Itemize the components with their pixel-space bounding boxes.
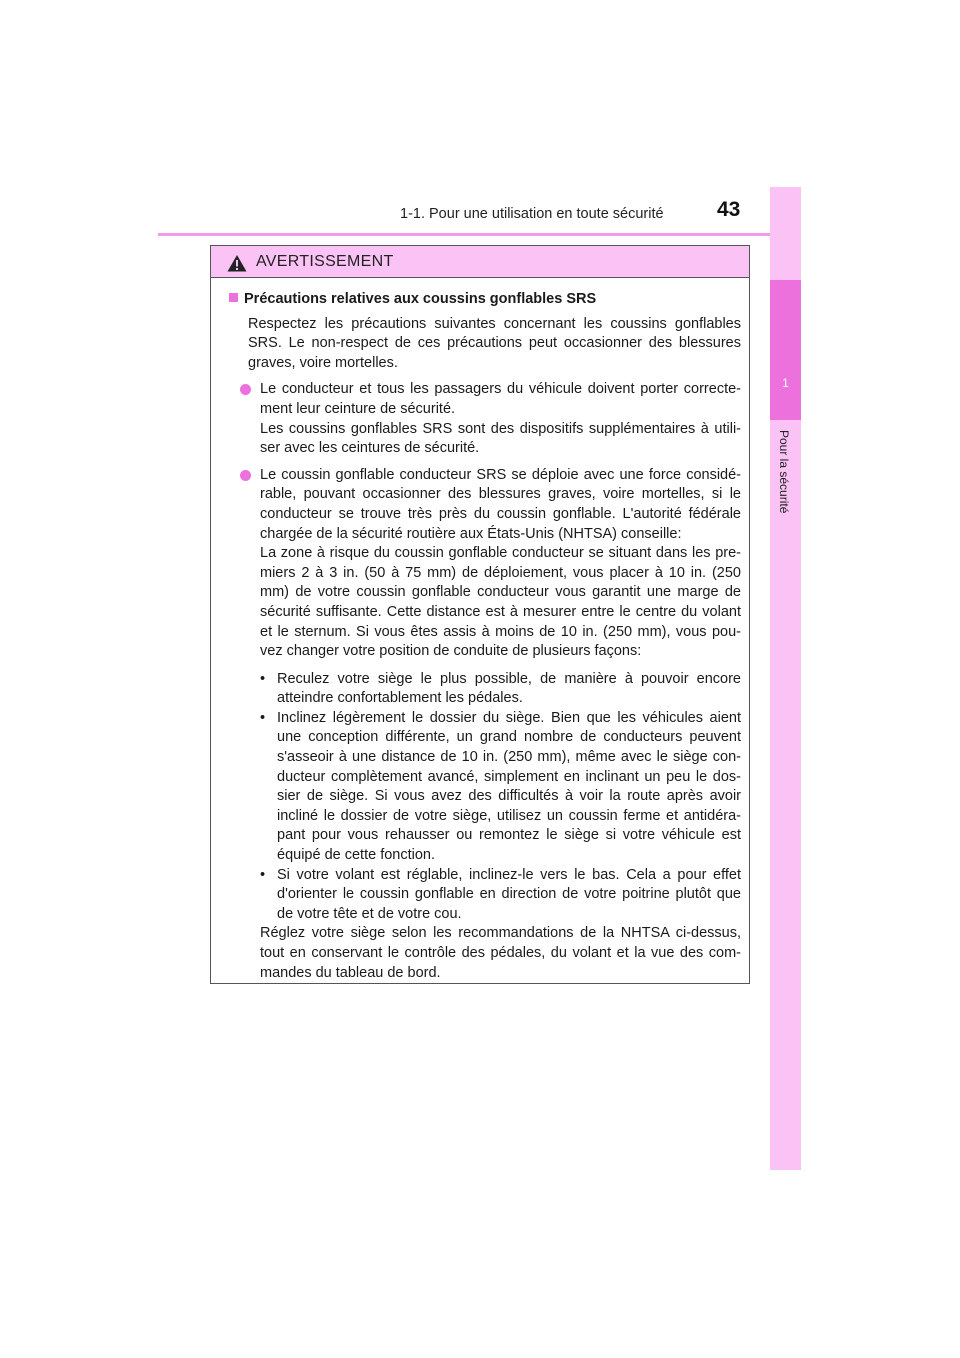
tip-text: Reculez votre siège le plus possible, de manière à pouvoir encore atteindre confortablement les pédales. — [277, 670, 741, 707]
page-number: 43 — [717, 198, 741, 221]
tip-text: Inclinez légèrement le dossier du siège. Bien que les véhicules aient une conception différente, un grand nombre de conducteurs peuvent s'asseoir à une distance de 10 in. (250 mm), même avec le siège con-ducteur complètement avancé, simplement en inclinant un peu le dos-sier de siège. Si vous avez des difficultés à voir la route après avoir incliné le dossier de votre siège, utilisez un coussin ferme et antidéra-pant pour vous rehausser ou remontez le siège si votre véhicule est équipé de cette fonction. — [277, 709, 741, 864]
warning-box — [210, 245, 750, 984]
circle-bullet-icon — [240, 384, 251, 395]
chapter-tab-active — [770, 280, 801, 420]
chapter-number: 1 — [782, 376, 789, 390]
tip-text: Si votre volant est réglable, inclinez-le vers le bas. Cela a pour effet d'orienter le coussin gonflable en direction de votre poitrine plutôt que de votre tête et de votre cou. — [277, 866, 741, 922]
warning-title: AVERTISSEMENT — [256, 253, 394, 270]
circle-bullet-icon — [240, 470, 251, 481]
square-bullet-icon — [229, 293, 238, 302]
list-item — [260, 709, 741, 866]
tips-list — [229, 670, 741, 925]
closing-paragraph: Réglez votre siège selon les recommandations de la NHTSA ci-dessus, tout en conservant le contrôle des pédales, du volant et la vue des com-mandes du tableau de bord. — [260, 925, 741, 981]
dot-bullet-icon: • — [260, 866, 266, 883]
bullet-text: Les coussins gonflables SRS sont des dispositifs supplémentaires à utili-ser avec les ceintures de sécurité. — [260, 420, 741, 457]
list-item — [229, 466, 741, 544]
bullet-text: Le coussin gonflable conducteur SRS se déploie avec une force considé-rable, pouvant occasionner des blessures graves, voire mortelles, si le conducteur se trouve très près du coussin gonflable. L'autorité fédérale chargée de la sécurité routière aux États-Unis (NHTSA) conseille: — [260, 466, 741, 542]
nhtsa-paragraph: La zone à risque du coussin gonflable conducteur se situant dans les pre-miers 2 à 3 in. (50 à 75 mm) de déploiement, vous placer à 10 in. (250 mm) de votre coussin gonflable conducteur vous garantit une marge de sécurité suffisante. Cette distance est à mesurer entre le centre du volant et le sternum. Si vous êtes assis à moins de 10 in. (250 mm), vous pou-vez changer votre position de conduite de plusieurs façons: — [260, 545, 741, 660]
dot-bullet-icon: • — [260, 670, 266, 687]
warning-heading — [229, 290, 741, 310]
list-item — [229, 380, 741, 458]
warning-triangle-icon — [227, 254, 247, 272]
warning-header — [211, 246, 749, 278]
header-divider — [158, 233, 800, 236]
dot-bullet-icon: • — [260, 709, 266, 726]
section-title: 1-1. Pour une utilisation en toute sécurité — [400, 206, 664, 222]
list-item — [260, 670, 741, 709]
list-item — [260, 866, 741, 925]
warning-heading-text: Précautions relatives aux coussins gonflables SRS — [244, 291, 597, 307]
chapter-label: Pour la sécurité — [777, 430, 791, 514]
intro-paragraph: Respectez les précautions suivantes concernant les coussins gonflables SRS. Le non-respect de ces précautions peut occasionner des blessures graves, voire mortelles. — [248, 315, 741, 371]
bullet-text: Le conducteur et tous les passagers du véhicule doivent porter correcte-ment leur ceinture de sécurité. — [260, 381, 741, 417]
warning-content — [229, 290, 741, 983]
